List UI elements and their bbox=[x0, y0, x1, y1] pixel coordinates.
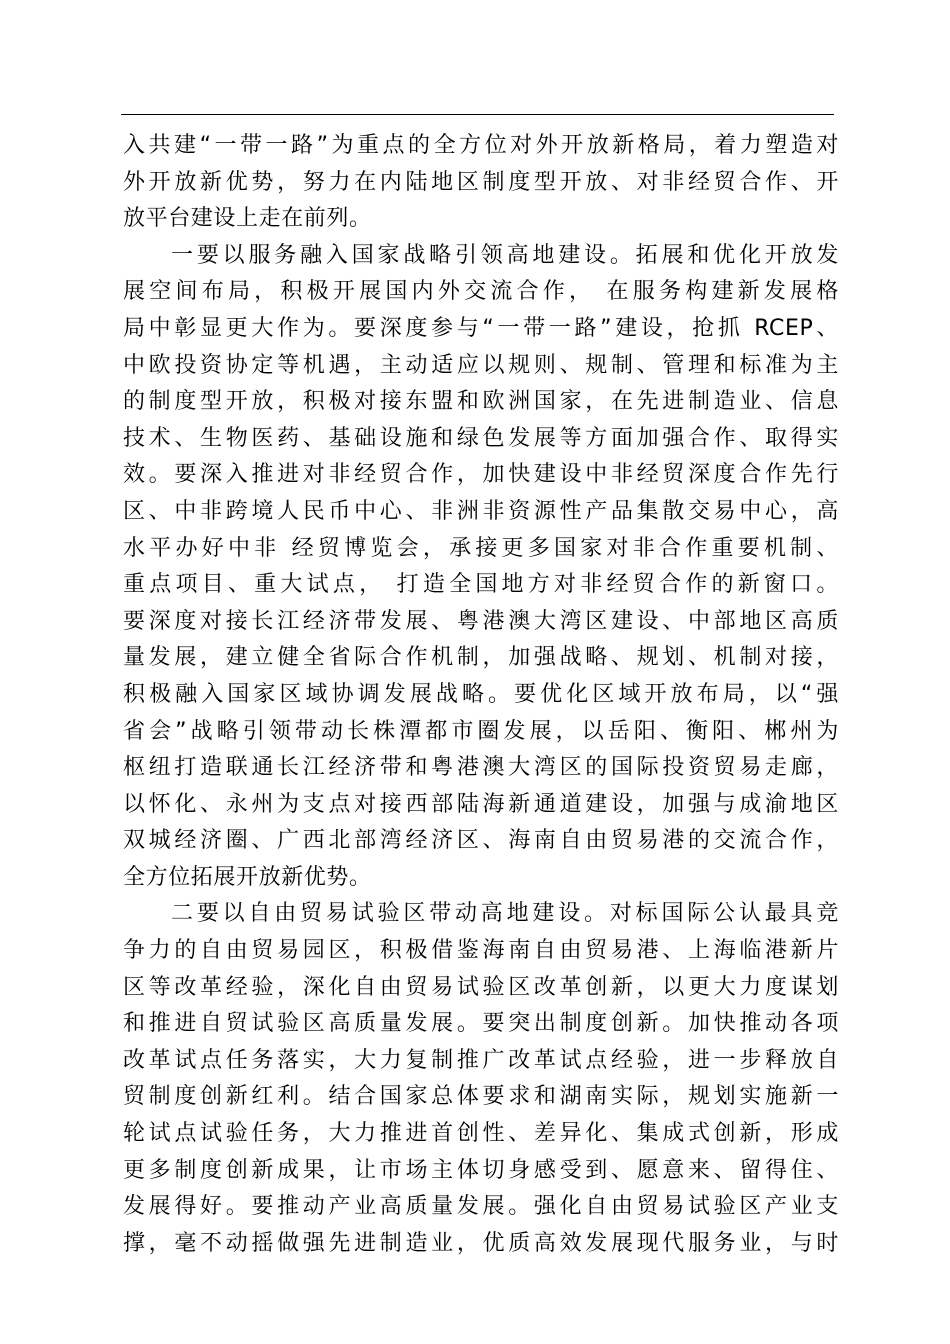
text-line: 和推进自贸试验区高质量发展。要突出制度创新。加快推动各项 bbox=[123, 1011, 839, 1037]
text-line: 的制度型开放，积极对接东盟和欧洲国家，在先进制造业、信息 bbox=[123, 389, 839, 415]
text-line: 轮试点试验任务，大力推进首创性、差异化、集成式创新，形成 bbox=[123, 1121, 839, 1147]
text-line: 重点项目、重大试点， 打造全国地方对非经贸合作的新窗口。 bbox=[123, 572, 839, 598]
text-line: 要深度对接长江经济带发展、粤港澳大湾区建设、中部地区高质 bbox=[123, 608, 839, 634]
text-line: 改革试点任务落实，大力复制推广改革试点经验，进一步释放自 bbox=[123, 1047, 839, 1073]
text-line: 以怀化、永州为支点对接西部陆海新通道建设，加强与成渝地区 bbox=[123, 791, 839, 817]
text-line: 中欧投资协定等机遇，主动适应以规则、规制、管理和标准为主 bbox=[123, 352, 839, 378]
text-line: 更多制度创新成果，让市场主体切身感受到、愿意来、留得住、 bbox=[123, 1157, 839, 1183]
text-line: 水平办好中非 经贸博览会，承接更多国家对非合作重要机制、 bbox=[123, 535, 839, 561]
header-rule bbox=[121, 114, 834, 115]
text-line: 放平台建设上走在前列。 bbox=[123, 206, 372, 232]
text-line: 全方位拓展开放新优势。 bbox=[123, 864, 372, 890]
text-line: 展空间布局，积极开展国内外交流合作， 在服务构建新发展格 bbox=[123, 279, 839, 305]
text-line: 发展得好。要推动产业高质量发展。强化自由贸易试验区产业支 bbox=[123, 1194, 839, 1220]
text-line: 双城经济圈、广西北部湾经济区、海南自由贸易港的交流合作， bbox=[123, 828, 839, 854]
text-line: 枢纽打造联通长江经济带和粤港澳大湾区的国际投资贸易走廊， bbox=[123, 755, 839, 781]
text-line: 外开放新优势，努力在内陆地区制度型开放、对非经贸合作、开 bbox=[123, 169, 839, 195]
text-line: 技术、生物医药、基础设施和绿色发展等方面加强合作、取得实 bbox=[123, 425, 839, 451]
text-line: 争力的自由贸易园区，积极借鉴海南自由贸易港、上海临港新片 bbox=[123, 938, 839, 964]
body-text bbox=[123, 128, 839, 1262]
text-line: 区、中非跨境人民币中心、非洲非资源性产品集散交易中心，高 bbox=[123, 498, 839, 524]
text-line: 积极融入国家区域协调发展战略。要优化区域开放布局，以“强 bbox=[123, 681, 839, 707]
text-line: 效。要深入推进对非经贸合作，加快建设中非经贸深度合作先行 bbox=[123, 462, 839, 488]
text-line: 入共建“一带一路”为重点的全方位对外开放新格局，着力塑造对 bbox=[123, 133, 839, 158]
text-line: 量发展，建立健全省际合作机制，加强战略、规划、机制对接， bbox=[123, 645, 839, 671]
text-line: 贸制度创新红利。结合国家总体要求和湖南实际，规划实施新一 bbox=[123, 1084, 839, 1110]
paragraph-first-line: 二要以自由贸易试验区带动高地建设。对标国际公认最具竞 bbox=[171, 901, 839, 927]
text-line: 局中彰显更大作为。要深度参与“一带一路”建设，抢抓 RCEP、 bbox=[123, 315, 839, 341]
text-line: 撑，毫不动摇做强先进制造业，优质高效发展现代服务业，与时 bbox=[123, 1230, 839, 1256]
paragraph-first-line: 一要以服务融入国家战略引领高地建设。拓展和优化开放发 bbox=[171, 242, 839, 268]
text-line: 省会”战略引领带动长株潭都市圈发展，以岳阳、衡阳、郴州为 bbox=[123, 718, 839, 744]
text-line: 区等改革经验，深化自由贸易试验区改革创新，以更大力度谋划 bbox=[123, 974, 839, 1000]
